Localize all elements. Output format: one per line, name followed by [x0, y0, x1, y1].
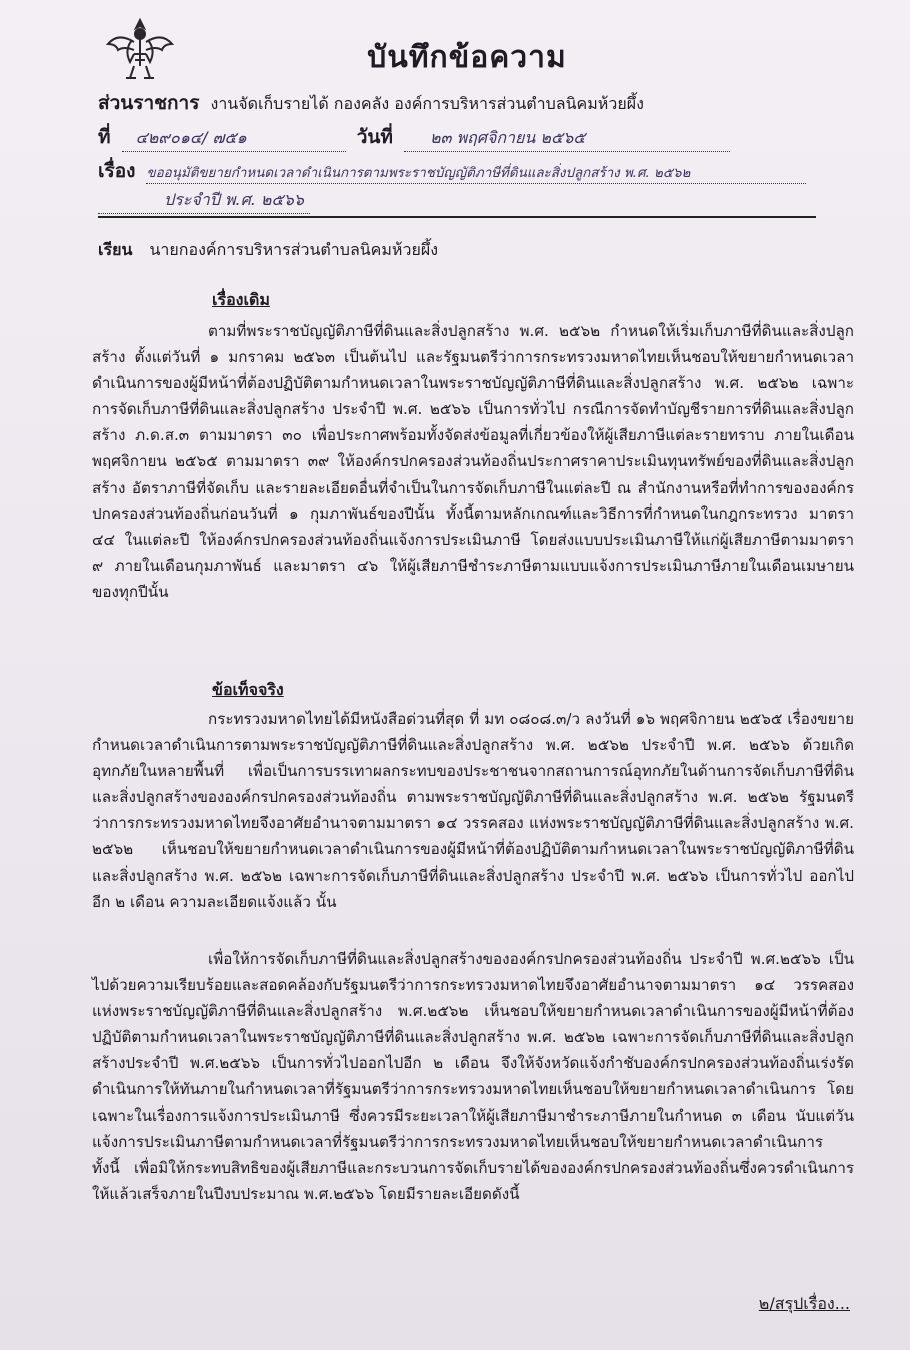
continuation-note: ๒/สรุปเรื่อง... [758, 1294, 850, 1313]
reference-label: ที่ [98, 126, 111, 148]
date-label: วันที่ [356, 126, 393, 148]
subject-row-2 [98, 188, 310, 214]
facts-text: กระทรวงมหาดไทยได้มีหนังสือด่วนที่สุด ที่ มท ๐๘๐๘.๓/ว ลงวันที่ ๑๖ พฤศจิกายน ๒๕๖๕ เรื่องขยายกำหนดเวลาดำเนินการตามพระราชบัญญัติภาษีที่ดินและสิ่งปลูกสร้าง พ.ศ. ๒๕๖๒ ประจำปี พ.ศ. ๒๕๖๖ ด้วยเกิดอุทกภัยในหลายพื้นที่ เพื่อเป็นการบรรเทาผลกระทบของประชาชนจากสถานการณ์อุทกภัยในด้านการจัดเก็บภาษีที่ดินและสิ่งปลูกสร้างขององค์กรปกครองส่วนท้องถิ่น ตามพระราชบัญญัติภาษีที่ดินและสิ่งปลูกสร้าง พ.ศ. ๒๕๖๒ รัฐมนตรีว่าการกระทรวงมหาดไทยจึงอาศัยอำนาจตามมาตรา ๑๔ วรรคสอง แห่งพระราชบัญญัติภาษีที่ดินและสิ่งปลูกสร้าง พ.ศ. ๒๕๖๒ เห็นชอบให้ขยายกำหนดเวลาดำเนินการของผู้มีหน้าที่ต้องปฏิบัติตามกำหนดเวลาในพระราชบัญญัติภาษีที่ดินและสิ่งปลูกสร้าง พ.ศ. ๒๕๖๒ เฉพาะการจัดเก็บภาษีที่ดินและสิ่งปลูกสร้าง ประจำปี พ.ศ. ๒๕๖๖ เป็นการทั่วไป ออกไปอีก ๒ เดือน ความละเอียดแจ้งแล้ว นั้น [92, 710, 854, 911]
facts-paragraph [92, 706, 854, 915]
reference-number: ๔๒๙๐๑๔/ ๗๕๑ [122, 126, 346, 152]
reference-row [98, 122, 730, 152]
agency-row [98, 88, 644, 118]
memo-title: บันทึกข้อความ [367, 40, 567, 75]
subject-line-1: ขออนุมัติขยายกำหนดเวลาดำเนินการตามพระราชบัญญัติภาษีที่ดินและสิ่งปลูกสร้าง พ.ศ. ๒๕๖๒ [146, 162, 806, 184]
background-paragraph [92, 318, 854, 605]
date-value: ๒๓ พฤศจิกายน ๒๕๖๕ [404, 126, 730, 152]
purpose-text: เพื่อให้การจัดเก็บภาษีที่ดินและสิ่งปลูกสร้างขององค์กรปกครองส่วนท้องถิ่น ประจำปี พ.ศ.๒๕๖๖ เป็นไปด้วยความเรียบร้อยและสอดคล้องกับรัฐมนตรีว่าการกระทรวงมหาดไทยจึงอาศัยอำนาจตามมาตรา ๑๔ วรรคสอง แห่งพระราชบัญญัติภาษีที่ดินและสิ่งปลูกสร้าง พ.ศ.๒๕๖๒ เห็นชอบให้ขยายกำหนดเวลาดำเนินการของผู้มีหน้าที่ต้องปฏิบัติตามกำหนดเวลาในพระราชบัญญัติภาษีที่ดินและสิ่งปลูกสร้าง พ.ศ. ๒๕๖๒ เฉพาะการจัดเก็บภาษีที่ดินและสิ่งปลูกสร้างประจำปี พ.ศ.๒๕๖๖ เป็นการทั่วไปออกไปอีก ๒ เดือน จึงให้จังหวัดแจ้งกำชับองค์กรปกครองส่วนท้องถิ่นเร่งรัดดำเนินการให้ทันภายในกำหนดเวลาที่รัฐมนตรีว่าการกระทรวงมหาดไทยเห็นชอบให้ขยายกำหนดเวลาดำเนินการ โดยเฉพาะในเรื่องการแจ้งการประเมินภาษี ซึ่งควรมีระยะเวลาให้ผู้เสียภาษีมาชำระภาษีภายในกำหนด ๓ เดือน นับแต่วันแจ้งการประเมินภาษีตามกำหนดเวลาที่รัฐมนตรีว่าการกระทรวงมหาดไทยเห็นชอบให้ขยายกำหนดเวลาดำเนินการ ทั้งนี้ เพื่อมิให้กระทบสิทธิของผู้เสียภาษีและกระบวนการจัดเก็บรายได้ขององค์กรปกครองส่วนท้องถิ่นซึ่งควรดำเนินการให้แล้วเสร็จภายในปีงบประมาณ พ.ศ.๒๕๖๖ โดยมีรายละเอียดดังนี้ [92, 950, 854, 1203]
subject-row [98, 156, 806, 186]
agency-label: ส่วนราชการ [98, 92, 200, 114]
agency-value: งานจัดเก็บรายได้ กองคลัง องค์การบริหารส่วนตำบลนิคมห้วยผึ้ง [210, 94, 644, 113]
background-text: ตามที่พระราชบัญญัติภาษีที่ดินและสิ่งปลูกสร้าง พ.ศ. ๒๕๖๒ กำหนดให้เริ่มเก็บภาษีที่ดินและสิ่งปลูกสร้าง ตั้งแต่วันที่ ๑ มกราคม ๒๕๖๓ เป็นต้นไป และรัฐมนตรีว่าการกระทรวงมหาดไทยเห็นชอบให้ขยายกำหนดเวลาดำเนินการของผู้มีหน้าที่ต้องปฏิบัติตามกำหนดเวลาในพระราชบัญญัติภาษีที่ดินและสิ่งปลูกสร้าง พ.ศ. ๒๕๖๒ เฉพาะการจัดเก็บภาษีที่ดินและสิ่งปลูกสร้าง ประจำปี พ.ศ. ๒๕๖๖ เป็นการทั่วไป กรณีการจัดทำบัญชีรายการที่ดินและสิ่งปลูกสร้าง ภ.ด.ส.๓ ตามมาตรา ๓๐ เพื่อประกาศพร้อมทั้งจัดส่งข้อมูลที่เกี่ยวข้องให้ผู้เสียภาษีแต่ละรายทราบ ภายในเดือน พฤศจิกายน ๒๕๖๕ ตามมาตรา ๓๙ ให้องค์กรปกครองส่วนท้องถิ่นประกาศราคาประเมินทุนทรัพย์ของที่ดินและสิ่งปลูกสร้าง อัตราภาษีที่จัดเก็บ และรายละเอียดอื่นที่จำเป็นในการจัดเก็บภาษีในแต่ละปี ณ สำนักงานหรือที่ทำการขององค์กรปกครองส่วนท้องถิ่นก่อนวันที่ ๑ กุมภาพันธ์ของปีนั้น ทั้งนี้ตามหลักเกณฑ์และวิธีการที่กำหนดในกฎกระทรวง มาตรา ๔๔ ในแต่ละปี ให้องค์กรปกครองส่วนท้องถิ่นแจ้งการประเมินภาษี โดยส่งแบบประเมินภาษีให้แก่ผู้เสียภาษีตามมาตรา ๙ ภายในเดือนกุมภาพันธ์ และมาตรา ๔๖ ให้ผู้เสียภาษีชำระภาษีตามแบบแจ้งการประเมินภาษีภายในเดือนเมษายนของทุกปีนั้น [92, 322, 854, 601]
background-heading: เรื่องเดิม [212, 290, 270, 309]
salutation-row [98, 238, 438, 263]
salutation-label: เรียน [98, 240, 133, 259]
purpose-paragraph [92, 946, 854, 1207]
facts-heading: ข้อเท็จจริง [212, 680, 284, 699]
salutation-value: นายกองค์การบริหารส่วนตำบลนิคมห้วยผึ้ง [149, 240, 439, 259]
subject-line-2: ประจำปี พ.ศ. ๒๕๖๖ [98, 188, 310, 214]
header-divider [98, 216, 816, 218]
subject-label: เรื่อง [98, 160, 136, 182]
